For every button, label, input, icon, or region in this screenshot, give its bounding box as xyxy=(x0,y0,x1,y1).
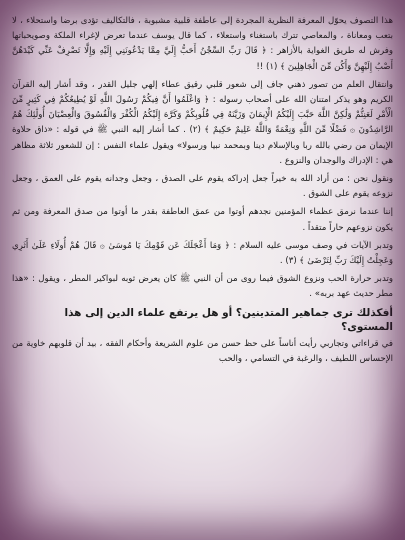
closing-paragraph: في قراءاتي وتجاربي رأيت أناساً على حظ حسن من علوم الشريعة وأحكام الفقه ، بيد أن قلوبهم خاوية من الإحساس اللطيف ، والرغبة في التسامي ، والحب xyxy=(12,338,393,364)
paragraph-2: وانتقال العلم من تصور ذهني جاف إلى شعور قلبي رقيق عطاء إلهي جليل القدر ، وقد أشار إليه القرآن الكريم وهو يذكر امتنان الله على أصحاب رسوله : ﴿ وَاعْلَمُوا أَنَّ فِيكُمْ رَسُولَ اللَّهِ لَوْ يُطِيعُكُمْ فِي كَثِيرٍ مِّنَ الْأَمْرِ لَعَنِتُّمْ وَلَٰكِنَّ اللَّهَ حَبَّبَ إِلَيْكُمُ الْإِيمَانَ وَزَيَّنَهُ فِي قُلُوبِكُمْ وَكَرَّهَ إِلَيْكُمُ الْكُفْرَ وَالْفُسُوقَ وَالْعِصْيَانَ أُولَٰئِكَ هُمُ الرَّاشِدُونَ ۞ فَضْلًا مِّنَ اللَّهِ وَنِعْمَةً وَاللَّهُ عَلِيمٌ حَكِيمٌ ﴾ (٢) . كما أشار إليه النبي ﷺ في قوله : «ذاق حلاوة الإيمان من رضي بالله ربا وبالإسلام دينا وبمحمد نبيا ورسولا» ويقول علماء النفس : إن للشعور ثلاثة مظاهر هي : الإدراك والوجدان والنزوع . xyxy=(12,79,393,166)
paragraph-3: ونقول نحن : من أراد الله به خيراً جعل إدراكه يقوم على الصدق ، وجعل وجدانه يقوم على العمق ، وجعل نزوعه يقوم على الشوق . xyxy=(12,174,393,200)
paragraph-4: إننا عندما نرمق عظماء المؤمنين نجدهم أوتوا من عمق العاطفة بقدر ما أوتوا من صدق المعرفة ومن ثم يكون نزوعهم حاراً متقداً . xyxy=(12,207,393,233)
paragraph-6: وتدبر حرارة الحب ونزوع الشوق فيما روى من أن النبي ﷺ كان يعرض ثوبه لبواكير المطر ، ويقول : «هذا مطر حديث عهد بربه» . xyxy=(12,274,393,300)
paragraph-5: وتدبر الآيات في وصف موسى عليه السلام : ﴿ وَمَا أَعْجَلَكَ عَن قَوْمِكَ يَا مُوسَىٰ ۞ قَالَ هُمْ أُولَاءِ عَلَىٰ أَثَرِي وَعَجِلْتُ إِلَيْكَ رَبِّ لِتَرْضَىٰ ﴾ (٣) . xyxy=(12,240,393,267)
question-heading: أفكذلك ترى جماهير المتدينين؟ أو هل يرتفع علماء الدين إلى هذا المستوى؟ xyxy=(64,306,393,333)
paragraph-1: هذا التصوف يحوّل المعرفة النظرية المجردة إلى عاطفة قلبية مشبوبة ، فالتكاليف تؤدى برضا واستحلاء ، لا بتعب ومعاناة ، والمعاصي تترك باستغناء واستعلاء ، كما قال يوسف عندما تعرض لإغراء الملكة وصويحباتها وفرش له طريق الغواية بالأزاهر : ﴿ قَالَ رَبِّ السِّجْنُ أَحَبُّ إِلَيَّ مِمَّا يَدْعُونَنِي إِلَيْهِ وَإِلَّا تَصْرِفْ عَنِّي كَيْدَهُنَّ أَصْبُ إِلَيْهِنَّ وَأَكُن مِّنَ الْجَاهِلِينَ ﴾ (١) !! xyxy=(12,16,393,72)
